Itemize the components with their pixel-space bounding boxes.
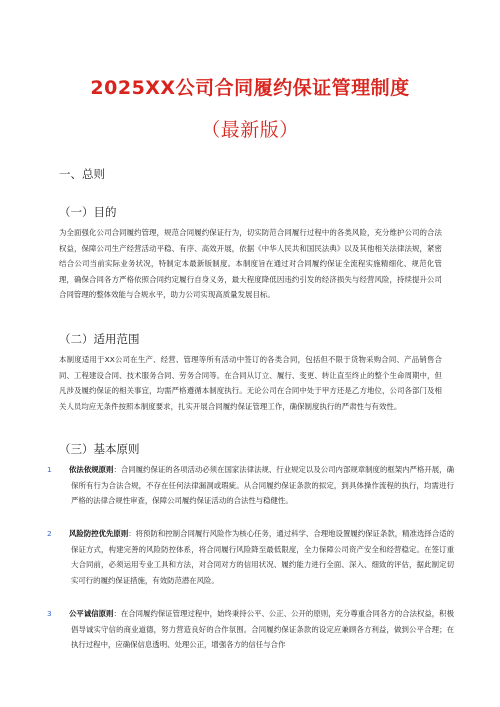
paragraph-purpose: 为全面强化公司合同履约管理，规范合同履约保证行为，切实防范合同履行过程中的各类风险，充分维护公司的合法权益，保障公司生产经营活动平稳、有序、高效开展，依据《中华人民共和国民法典》以及其他相关法律法规，紧密结合公司当前实际业务状况，特制定本最新版制度。本制度旨在通过对合同履约保证全流程实施精细化、规范化管理，确保合同各方严格依照合同约定履行自身义务，最大程度降低因违约引发的经济损失与经营风险，持续提升公司合同管理的整体效能与合规水平，助力公司实现高质量发展目标。 — [59, 228, 442, 300]
subsection-heading-principles: （三）基本原则 — [59, 442, 140, 456]
principle-item-1 — [47, 462, 454, 509]
principle-term: 公平诚信原则 — [69, 609, 114, 618]
principle-term: 风险防控优先原则 — [69, 529, 129, 538]
document-subtitle: （最新版） — [201, 119, 299, 141]
principle-number: 1 — [47, 465, 52, 474]
subsection-heading-scope: （二）适用范围 — [59, 332, 140, 346]
principle-item-2 — [47, 526, 454, 588]
principle-text: ：在合同履约保证管理过程中，始终秉持公平、公正、公开的原则，充分尊重合同各方的合法权益，积极倡导诚实守信的商业道德，努力营造良好的合作氛围。合同履约保证条款的设定应兼顾各方利益，做到公平合理；在执行过程中，应确保信息透明、处理公正，增强各方的信任与合作 — [71, 609, 454, 650]
principle-text: ：将预防和控制合同履行风险作为核心任务，通过科学、合理地设置履约保证条款，精准选择合适的保证方式，构建完善的风险防控体系，将合同履行风险降至最低限度，全力保障公司资产安全和经营稳定。在签订重大合同前，必须运用专业工具和方法，对合同对方的信用状况、履约能力进行全面、深入、细致的评估，据此制定切实可行的履约保证措施，有效防范潜在风险。 — [71, 529, 454, 585]
subsection-heading-purpose: （一）目的 — [59, 205, 117, 219]
section-heading-general: 一、总则 — [59, 167, 105, 181]
principle-text: ：合同履约保证的各项活动必须在国家法律法规、行业规定以及公司内部规章制度的框架内严格开展，确保所有行为合法合规，不存在任何法律漏洞或瑕疵。从合同履约保证条款的拟定，到具体操作流程的执行，均需进行严格的法律合规性审查，保障公司履约保证活动的合法性与稳健性。 — [71, 465, 454, 506]
principle-number: 3 — [47, 609, 52, 618]
principle-number: 2 — [47, 529, 52, 538]
principle-term: 依法依规原则 — [69, 465, 114, 474]
paragraph-scope: 本制度适用于XX公司在生产、经营、管理等所有活动中签订的各类合同，包括但不限于货物采购合同、产品销售合同、工程建设合同、技术服务合同、劳务合同等。在合同从订立、履行、变更、转让直至终止的整个生命周期中，但凡涉及履约保证的相关事宜，均需严格遵循本制度执行。无论公司在合同中处于甲方还是乙方地位，公司各部门及相关人员均应无条件按照本制度要求，扎实开展合同履约保证管理工作，确保制度执行的严肃性与有效性。 — [59, 355, 442, 411]
document-title: 2025XX公司合同履约保证管理制度 — [90, 77, 410, 99]
principle-item-3 — [47, 606, 454, 653]
